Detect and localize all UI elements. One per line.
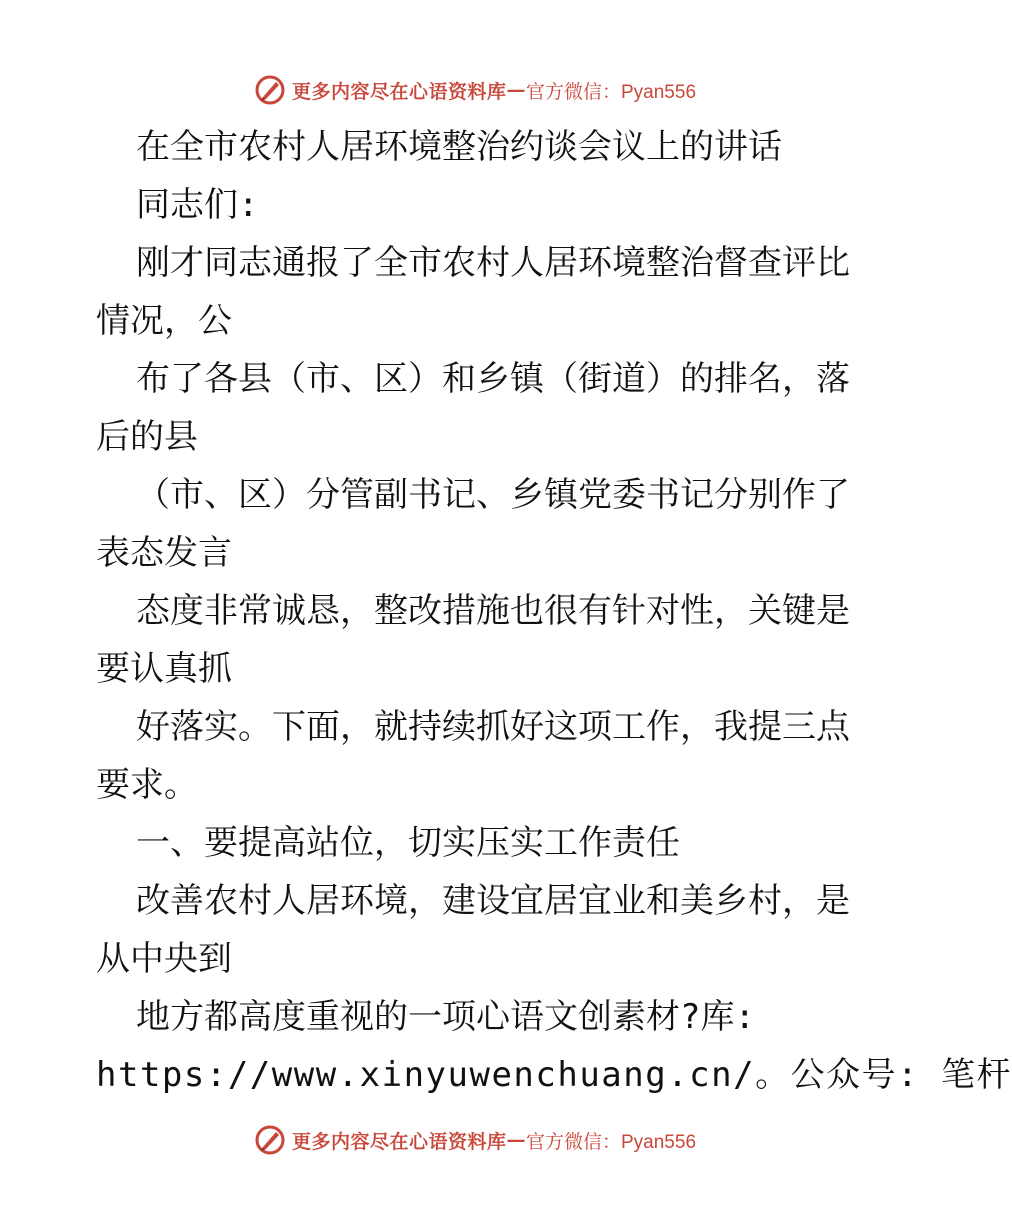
document-title: 在全市农村人居环境整治约谈会议上的讲话	[136, 127, 782, 167]
paragraph-line: （市、区）分管副书记、乡镇党委书记分别作了	[136, 475, 850, 515]
paragraph-line: 刚才同志通报了全市农村人居环境整治督查评比	[136, 243, 850, 283]
watermark-wechat-text: 官方微信：Pyan556	[526, 81, 697, 103]
paragraph-line: 改善农村人居环境，建设宜居宜业和美乡村，是	[136, 881, 850, 921]
paragraph-line: 表态发言	[96, 533, 232, 573]
watermark-brand-text: 更多内容尽在心语资料库	[291, 80, 507, 103]
watermark-brand-text: 更多内容尽在心语资料库	[291, 1130, 507, 1153]
paragraph-line: 后的县	[96, 417, 198, 457]
watermark-wechat-text: 官方微信：Pyan556	[526, 1131, 697, 1153]
paragraph-line: 从中央到	[96, 939, 232, 979]
quill-pen-logo-icon	[254, 1124, 286, 1156]
paragraph-line: 好落实。下面，就持续抓好这项工作，我提三点	[136, 707, 850, 747]
url-line: https://www.xinyuwenchuang.cn/。公众号: 笔杆	[96, 1055, 1012, 1095]
paragraph-line: 态度非常诚恳，整改措施也很有针对性，关键是	[136, 591, 850, 631]
paragraph-line: 布了各县（市、区）和乡镇（街道）的排名，落	[136, 359, 850, 399]
watermark-separator: —	[506, 79, 526, 101]
section-heading: 一、要提高站位，切实压实工作责任	[136, 823, 680, 863]
paragraph-line: 情况，公	[96, 301, 232, 341]
paragraph-line: 要求。	[96, 765, 198, 805]
footer-watermark	[0, 1120, 950, 1160]
paragraph-line: 要认真抓	[96, 649, 232, 689]
watermark-separator: —	[506, 1129, 526, 1151]
quill-pen-logo-icon	[254, 74, 286, 106]
document-body	[96, 118, 1012, 1104]
salutation: 同志们:	[136, 185, 259, 225]
paragraph-line: 地方都高度重视的一项心语文创素材?库:	[136, 997, 755, 1037]
header-watermark	[0, 70, 950, 110]
